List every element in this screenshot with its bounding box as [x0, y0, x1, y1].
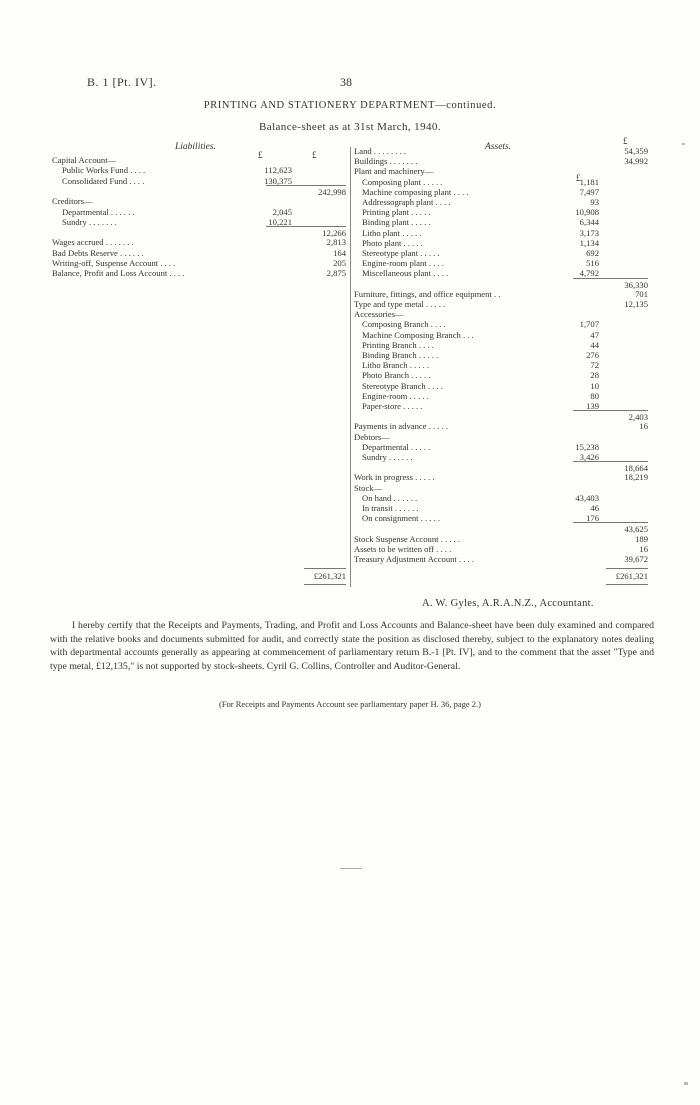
- asset-row: [354, 483, 648, 493]
- page-number: 38: [340, 75, 352, 89]
- asset-label: Stereotype Branch . . . .: [362, 380, 443, 391]
- asset-row: [354, 360, 648, 370]
- asset-row: [354, 166, 648, 176]
- certificate-text: I hereby certify that the Receipts and Payments, Trading, and Profit and Loss Accounts and Balance-sheet have been duly examined and compared with the relative books and documents submitted for audit, and correctly state the position as disclosed thereby, subject to the explanatory notes dealing with departmental accounts generally as appearing at commencement of parliamentary return B.-1 [Pt. IV], and to the comment that the asset "Type and type metal, £12,135," is not supported by stock-sheets. Cyril G. Collins, Controller and Auditor-General.: [50, 620, 654, 672]
- liabilities-heading: Liabilities.: [175, 142, 216, 152]
- asset-label: Type and type metal . . . . .: [354, 299, 446, 309]
- asset-label: In transit . . . . . .: [362, 503, 419, 513]
- asset-sub-amount: 692: [586, 248, 599, 258]
- asset-label: Stock—: [354, 482, 383, 493]
- asset-sub-amount: 3,173: [579, 227, 599, 238]
- asset-row: [354, 330, 648, 340]
- asset-label: Payments in advance . . . . .: [354, 421, 449, 432]
- audit-certificate: [50, 619, 654, 673]
- liability-label: Wages accrued . . . . . . .: [52, 237, 134, 248]
- asset-sub-amount: 1,181: [579, 176, 599, 187]
- liability-subtotal-rule: [266, 185, 346, 186]
- asset-sub-amount: 10,908: [575, 207, 599, 218]
- asset-sub-amount: 1,134: [579, 237, 599, 248]
- asset-subtotal-rule: [573, 410, 648, 411]
- liability-sub-amount: 2,045: [272, 206, 292, 217]
- asset-row: [354, 258, 648, 268]
- asset-label: Binding Branch . . . . .: [362, 350, 439, 360]
- liability-row: [52, 207, 346, 217]
- liability-amount: 205: [333, 258, 346, 268]
- asset-row: [354, 421, 648, 431]
- asset-row: [354, 299, 648, 309]
- asset-amount: 12,135: [624, 299, 648, 309]
- asset-subtotal-rule: [573, 278, 648, 279]
- report-reference: B. 1 [Pt. IV].: [87, 75, 157, 89]
- assets-heading: Assets.: [485, 142, 512, 152]
- asset-sub-amount: 80: [590, 390, 599, 401]
- scan-speck: [682, 143, 685, 145]
- asset-row: [354, 289, 648, 299]
- asset-amount: 36,330: [624, 279, 648, 290]
- asset-amount: 18,664: [624, 463, 648, 474]
- asset-amount: 18,219: [624, 472, 648, 483]
- asset-row: [354, 554, 648, 564]
- asset-label: Engine-room plant . . . .: [362, 258, 444, 269]
- asset-row: [354, 503, 648, 513]
- asset-sub-amount: 7,497: [579, 186, 599, 197]
- asset-label: Composing Branch . . . .: [362, 319, 446, 330]
- liability-label: Creditors—: [52, 196, 93, 207]
- asset-row: [354, 534, 648, 544]
- asset-sub-amount: 4,792: [579, 268, 599, 279]
- asset-label: Work in progress . . . . .: [354, 472, 435, 483]
- liability-label: Balance, Profit and Loss Account . . . .: [52, 268, 185, 279]
- asset-amount: 16: [639, 543, 648, 554]
- asset-row: [354, 432, 648, 442]
- liability-subtotal-rule: [266, 226, 346, 227]
- asset-label: Machine composing plant . . . .: [362, 186, 469, 197]
- asset-row: [354, 544, 648, 554]
- asset-sub-amount: 93: [590, 197, 599, 207]
- asset-row: [354, 350, 648, 360]
- asset-sub-amount: 10: [590, 380, 599, 391]
- page-title: PRINTING AND STATIONERY DEPARTMENT—continued.: [203, 100, 497, 111]
- asset-label: Debtors—: [354, 431, 390, 442]
- asset-label: Land . . . . . . . .: [354, 146, 407, 156]
- liability-label: Bad Debts Reserve . . . . . .: [52, 247, 144, 258]
- asset-label: Litho plant . . . . .: [362, 227, 422, 238]
- liability-label: Sundry . . . . . . .: [62, 216, 117, 227]
- accountant-signature: A. W. Gyles, A.R.A.N.Z., Accountant.: [422, 598, 594, 609]
- liability-amount: 164: [333, 247, 346, 258]
- asset-row: [354, 217, 648, 227]
- balance-sheet-subtitle: Balance-sheet as at 31st March, 1940.: [259, 121, 441, 133]
- asset-label: Sundry . . . . . .: [362, 452, 413, 462]
- liability-sub-amount: 112,623: [264, 165, 292, 176]
- asset-amount: 701: [635, 288, 648, 299]
- liabilities-total-row: [300, 571, 346, 581]
- liability-sub-amount: 130,375: [264, 175, 292, 186]
- scan-speck: [684, 1082, 688, 1085]
- asset-row: [354, 146, 648, 156]
- asset-label: Printing plant . . . . .: [362, 207, 431, 218]
- asset-label: Binding plant . . . . .: [362, 217, 431, 228]
- liability-label: Capital Account—: [52, 155, 117, 165]
- asset-label: Buildings . . . . . . .: [354, 156, 418, 167]
- asset-sub-amount: 43,403: [575, 492, 599, 503]
- asset-row: [354, 442, 648, 452]
- liabilities-total: £261,321: [313, 571, 346, 581]
- asset-amount: 54,359: [624, 146, 648, 156]
- asset-row: [354, 493, 648, 503]
- asset-sub-amount: 176: [586, 513, 599, 524]
- liability-row: [52, 155, 346, 165]
- footnote: (For Receipts and Payments Account see parliamentary paper H. 36, page 2.): [218, 699, 481, 709]
- liability-row: [52, 165, 346, 175]
- asset-label: Departmental . . . . .: [362, 441, 431, 452]
- asset-row: [354, 187, 648, 197]
- liability-row: [52, 258, 346, 268]
- asset-row: [354, 197, 648, 207]
- asset-sub-amount: 15,238: [575, 441, 599, 452]
- asset-row: [354, 228, 648, 238]
- asset-label: Furniture, fittings, and office equipment . .: [354, 288, 501, 299]
- asset-row: [354, 340, 648, 350]
- asset-label: Plant and machinery—: [354, 166, 434, 177]
- asset-label: Treasury Adjustment Account . . . .: [354, 554, 474, 564]
- liability-amount: 12,266: [322, 228, 346, 239]
- asset-sub-amount: 139: [586, 401, 599, 411]
- asset-row: [354, 156, 648, 166]
- asset-amount: 34,992: [624, 156, 648, 167]
- asset-sub-amount: 276: [586, 350, 599, 360]
- asset-amount: 43,625: [624, 524, 648, 535]
- asset-row: [354, 370, 648, 380]
- column-divider: [350, 147, 351, 587]
- liability-label: Departmental . . . . . .: [62, 206, 135, 217]
- assets-total-rule-top: [606, 568, 648, 569]
- asset-sub-amount: 3,426: [579, 452, 599, 462]
- asset-row: [354, 319, 648, 329]
- asset-label: Paper-store . . . . .: [362, 401, 423, 411]
- liabilities-currency-sub: £: [258, 150, 263, 160]
- liability-label: Writing-off, Suspense Account . . . .: [52, 258, 176, 268]
- asset-sub-amount: 47: [590, 329, 599, 340]
- asset-amount: 16: [639, 421, 648, 432]
- asset-row: [354, 238, 648, 248]
- asset-label: Addressograph plant . . . .: [362, 197, 451, 207]
- asset-sub-amount: 1,707: [579, 319, 599, 330]
- assets-total: £261,321: [615, 571, 648, 581]
- asset-label: Litho Branch . . . . .: [362, 360, 430, 371]
- asset-label: Accessories—: [354, 309, 404, 320]
- asset-row: [354, 177, 648, 187]
- liability-amount: 2,875: [326, 268, 346, 279]
- asset-row: [354, 248, 648, 258]
- liabilities-total-rule-top: [304, 568, 346, 569]
- asset-label: Engine-room . . . . .: [362, 390, 429, 401]
- asset-label: Miscellaneous plant . . . .: [362, 268, 449, 279]
- liability-amount: 242,998: [318, 186, 346, 197]
- asset-row: [354, 309, 648, 319]
- asset-sub-amount: 516: [586, 258, 599, 269]
- asset-label: On consignment . . . . .: [362, 513, 441, 524]
- asset-label: Printing Branch . . . .: [362, 339, 434, 350]
- liability-row: [52, 196, 346, 206]
- asset-row: [354, 472, 648, 482]
- liability-amount: 2,813: [326, 237, 346, 248]
- liability-row: [52, 237, 346, 247]
- liability-row: [52, 248, 346, 258]
- asset-row: [354, 381, 648, 391]
- asset-label: On hand . . . . . .: [362, 492, 418, 503]
- asset-label: Stereotype plant . . . . .: [362, 248, 440, 258]
- asset-label: Composing plant . . . . .: [362, 176, 443, 187]
- asset-label: Assets to be written off . . . .: [354, 543, 452, 554]
- liability-label: Consolidated Fund . . . .: [62, 175, 145, 186]
- separator-rule: [340, 868, 362, 869]
- asset-sub-amount: 28: [590, 370, 599, 381]
- asset-sub-amount: 6,344: [579, 217, 599, 228]
- asset-sub-amount: 46: [590, 503, 599, 513]
- asset-subtotal-rule: [573, 461, 648, 462]
- asset-amount: 2,403: [628, 412, 648, 423]
- asset-row: [354, 207, 648, 217]
- liability-row: [52, 268, 346, 278]
- asset-label: Machine Composing Branch . . .: [362, 329, 474, 340]
- asset-amount: 39,672: [624, 554, 648, 564]
- liability-sub-amount: 10,221: [268, 216, 292, 227]
- assets-currency-main: £: [623, 136, 628, 146]
- asset-sub-amount: 72: [590, 360, 599, 371]
- asset-row: [354, 391, 648, 401]
- asset-subtotal-rule: [573, 522, 648, 523]
- assets-total-row: [600, 571, 648, 581]
- asset-amount: 189: [635, 533, 648, 544]
- asset-label: Stock Suspense Account . . . . .: [354, 533, 460, 544]
- liabilities-currency-main: £: [312, 150, 317, 160]
- liability-label: Public Works Fund . . . .: [62, 165, 146, 176]
- liabilities-total-rule-bottom: [304, 584, 346, 585]
- asset-label: Photo Branch . . . . .: [362, 370, 431, 381]
- asset-sub-amount: 44: [590, 339, 599, 350]
- asset-label: Photo plant . . . . .: [362, 237, 423, 248]
- assets-total-rule-bottom: [606, 584, 648, 585]
- assets-currency-sub: £: [576, 173, 581, 183]
